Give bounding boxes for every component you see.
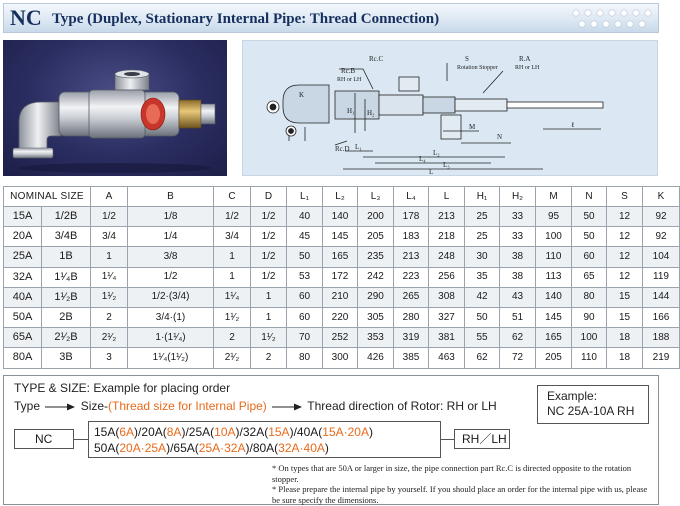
- label-ra: R.A: [519, 55, 531, 63]
- table-cell-l2: 165: [323, 247, 358, 267]
- table-cell-a: 1/2: [91, 207, 128, 227]
- table-cell-m: 95: [536, 207, 572, 227]
- col-m: M: [536, 187, 572, 207]
- table-cell-s: 12: [607, 247, 643, 267]
- label-rcb: Rc.B: [341, 67, 356, 75]
- col-d: D: [251, 187, 287, 207]
- label-ra-sub: RH or LH: [515, 65, 540, 71]
- separator: /: [170, 441, 174, 455]
- decorative-dots-icon: [568, 8, 652, 30]
- table-cell-a1: 15A: [4, 207, 42, 227]
- table-body: [4, 207, 680, 369]
- table-cell-b: 1·(1¹⁄₄): [128, 328, 214, 348]
- table-cell-m: 145: [536, 307, 572, 327]
- dimension-table: [3, 186, 680, 369]
- table-cell-l: 308: [429, 287, 465, 307]
- table-cell-a2: 3B: [42, 348, 91, 368]
- table-cell-l2: 172: [323, 267, 358, 287]
- table-cell-l3: 426: [358, 348, 394, 368]
- table-cell-l1: 70: [287, 328, 323, 348]
- size-option: 25A: [188, 425, 211, 439]
- table-cell-l3: 290: [358, 287, 394, 307]
- table-cell-a2: 1¹⁄₂B: [42, 287, 91, 307]
- example-title: Example:: [547, 389, 598, 403]
- table-cell-c: 2¹⁄₂: [214, 348, 251, 368]
- type-label: Type: [14, 399, 41, 413]
- table-row: [4, 227, 680, 247]
- label-rcc: Rc.C: [369, 55, 384, 63]
- table-row: [4, 207, 680, 227]
- table-cell-s: 12: [607, 207, 643, 227]
- paren-open: (: [274, 441, 279, 455]
- table-cell-a: 1¹⁄₄: [91, 267, 128, 287]
- table-cell-s: 12: [607, 227, 643, 247]
- table-cell-d: 1/2: [251, 207, 287, 227]
- col-l4: L₄: [394, 187, 429, 207]
- table-cell-a1: 32A: [4, 267, 42, 287]
- page-title: Type (Duplex, Stationary Internal Pipe: Thread Connection): [52, 11, 440, 27]
- col-nominal-size: NOMINAL SIZE: [4, 187, 91, 207]
- table-cell-m: 140: [536, 287, 572, 307]
- table-cell-b: 3/4·(1): [128, 307, 214, 327]
- table-cell-a: 1: [91, 247, 128, 267]
- inner-pipe-size: 15A·20A: [322, 425, 369, 439]
- connector-line: [74, 439, 88, 440]
- table-cell-h1: 25: [465, 207, 500, 227]
- col-a: A: [91, 187, 128, 207]
- label-s: S: [465, 55, 469, 63]
- table-cell-a: 2: [91, 307, 128, 327]
- table-cell-l4: 223: [394, 267, 429, 287]
- inner-pipe-size: 15A: [268, 425, 290, 439]
- table-cell-d: 1: [251, 287, 287, 307]
- col-l: L: [429, 187, 465, 207]
- label-m: M: [469, 123, 476, 131]
- table-row: [4, 328, 680, 348]
- table-cell-l2: 145: [323, 227, 358, 247]
- table-cell-h1: 25: [465, 227, 500, 247]
- table-cell-l1: 60: [287, 307, 323, 327]
- table-cell-h1: 35: [465, 267, 500, 287]
- label-l2: L₂: [433, 149, 440, 157]
- table-cell-b: 1/2·(3/4): [128, 287, 214, 307]
- table-cell-d: 1/2: [251, 267, 287, 287]
- table-header-row: [4, 187, 680, 207]
- table-cell-k: 144: [643, 287, 680, 307]
- table-cell-b: 1/4: [128, 227, 214, 247]
- table-cell-l2: 140: [323, 207, 358, 227]
- paren-close: ): [368, 425, 373, 439]
- table-cell-k: 188: [643, 328, 680, 348]
- table-cell-l: 327: [429, 307, 465, 327]
- size-option: 32A: [242, 425, 265, 439]
- table-cell-h2: 38: [500, 267, 536, 287]
- paren-open: (: [264, 425, 269, 439]
- table-cell-k: 219: [643, 348, 680, 368]
- footnote-1: * On types that are 50A or larger in size, the pipe connection part Rc.C is directed opposite to the rotation stopper.: [272, 463, 632, 484]
- table-cell-a2: 2¹⁄₂B: [42, 328, 91, 348]
- table-cell-h1: 42: [465, 287, 500, 307]
- table-cell-m: 100: [536, 227, 572, 247]
- table-cell-l: 248: [429, 247, 465, 267]
- rotation-direction-box: RH／LH: [454, 429, 510, 449]
- paren-open: (: [318, 425, 323, 439]
- table-cell-h1: 30: [465, 247, 500, 267]
- ordering-info-box: [3, 375, 659, 505]
- col-c: C: [214, 187, 251, 207]
- title-banner: [3, 3, 659, 33]
- table-cell-l3: 205: [358, 227, 394, 247]
- table-cell-l1: 53: [287, 267, 323, 287]
- label-l: L: [429, 168, 434, 176]
- table-cell-a1: 80A: [4, 348, 42, 368]
- table-cell-l2: 252: [323, 328, 358, 348]
- table-cell-l3: 305: [358, 307, 394, 327]
- paren-open: (: [210, 425, 215, 439]
- table-cell-l4: 280: [394, 307, 429, 327]
- size-option: 40A: [296, 425, 319, 439]
- separator: /: [138, 425, 142, 439]
- paren-close: ): [324, 441, 329, 455]
- table-cell-a: 3/4: [91, 227, 128, 247]
- table-row: [4, 307, 680, 327]
- table-cell-l1: 40: [287, 207, 323, 227]
- ordering-format-line: [14, 399, 497, 413]
- inner-pipe-size: 32A·40A: [278, 441, 325, 455]
- table-cell-n: 50: [572, 227, 607, 247]
- table-cell-l2: 220: [323, 307, 358, 327]
- table-cell-l4: 319: [394, 328, 429, 348]
- separator: /: [185, 425, 189, 439]
- table-cell-b: 1/8: [128, 207, 214, 227]
- arrow-right-icon: [272, 403, 302, 411]
- table-cell-a: 1¹⁄₂: [91, 287, 128, 307]
- table-cell-l1: 80: [287, 348, 323, 368]
- table-cell-l: 218: [429, 227, 465, 247]
- paren-close: ): [181, 425, 186, 439]
- label-l-extra: ℓ: [571, 121, 575, 129]
- table-cell-a: 2¹⁄₂: [91, 328, 128, 348]
- table-cell-n: 65: [572, 267, 607, 287]
- label-k: K: [299, 91, 305, 99]
- table-row: [4, 247, 680, 267]
- cross-section-diagram: [243, 41, 659, 177]
- table-cell-a2: 3/4B: [42, 227, 91, 247]
- table-cell-c: 1¹⁄₂: [214, 307, 251, 327]
- table-cell-h2: 51: [500, 307, 536, 327]
- table-row: [4, 348, 680, 368]
- table-cell-a2: 1¹⁄₄B: [42, 267, 91, 287]
- type-code-box: NC: [14, 429, 74, 449]
- col-l2: L₂: [323, 187, 358, 207]
- table-cell-n: 90: [572, 307, 607, 327]
- table-cell-c: 3/4: [214, 227, 251, 247]
- table-cell-d: 2: [251, 348, 287, 368]
- table-cell-a1: 50A: [4, 307, 42, 327]
- table-cell-h2: 62: [500, 328, 536, 348]
- size-option: 80A: [252, 441, 275, 455]
- col-l3: L₃: [358, 187, 394, 207]
- table-cell-n: 80: [572, 287, 607, 307]
- col-n: N: [572, 187, 607, 207]
- table-cell-l3: 242: [358, 267, 394, 287]
- separator: /: [249, 441, 253, 455]
- paren-open: (: [115, 425, 120, 439]
- rotor-label: Thread direction of Rotor: RH or LH: [307, 399, 497, 413]
- table-cell-m: 165: [536, 328, 572, 348]
- table-cell-s: 18: [607, 328, 643, 348]
- connector-line: [441, 439, 454, 440]
- product-photo: [3, 40, 227, 176]
- table-cell-n: 60: [572, 247, 607, 267]
- table-cell-s: 15: [607, 307, 643, 327]
- table-cell-m: 113: [536, 267, 572, 287]
- table-cell-l3: 200: [358, 207, 394, 227]
- label-l3: L₃: [443, 161, 450, 169]
- table-cell-d: 1/2: [251, 227, 287, 247]
- table-cell-l2: 300: [323, 348, 358, 368]
- table-cell-l2: 210: [323, 287, 358, 307]
- col-s: S: [607, 187, 643, 207]
- table-cell-d: 1¹⁄₂: [251, 328, 287, 348]
- table-cell-b: 1/2: [128, 267, 214, 287]
- table-cell-h2: 43: [500, 287, 536, 307]
- size-option: 65A: [173, 441, 195, 455]
- table-cell-l1: 50: [287, 247, 323, 267]
- label-rcd: Rc.D: [335, 145, 350, 153]
- paren-open: (: [162, 425, 167, 439]
- size-label: Size-: [80, 399, 109, 413]
- arrow-right-icon: [45, 403, 75, 411]
- example-box: [537, 385, 649, 424]
- paren-close: ): [235, 425, 240, 439]
- table-cell-n: 50: [572, 207, 607, 227]
- size-note: (Thread size for Internal Pipe): [108, 399, 267, 413]
- table-cell-d: 1/2: [251, 247, 287, 267]
- table-cell-a2: 1/2B: [42, 207, 91, 227]
- col-b: B: [128, 187, 214, 207]
- size-options-box: [88, 421, 441, 458]
- label-n: N: [497, 133, 503, 141]
- inner-pipe-size: 6A: [119, 425, 135, 439]
- table-cell-c: 1: [214, 247, 251, 267]
- table-cell-h2: 33: [500, 227, 536, 247]
- separator: /: [293, 425, 297, 439]
- table-cell-b: 3/8: [128, 247, 214, 267]
- table-cell-s: 12: [607, 267, 643, 287]
- table-row: [4, 267, 680, 287]
- table-cell-h1: 50: [465, 307, 500, 327]
- label-h1: H₁: [347, 107, 355, 115]
- paren-close: ): [166, 441, 171, 455]
- size-option: 50A: [94, 441, 116, 455]
- table-cell-l4: 183: [394, 227, 429, 247]
- footnote-2: * Please prepare the internal pipe by yourself. If you should place an order for the internal pipe with us, please be sure specify the dimensions.: [272, 484, 648, 505]
- paren-open: (: [115, 441, 120, 455]
- table-cell-l: 256: [429, 267, 465, 287]
- separator: /: [239, 425, 243, 439]
- table-cell-l4: 178: [394, 207, 429, 227]
- table-cell-l: 213: [429, 207, 465, 227]
- paren-close: ): [134, 425, 139, 439]
- table-cell-l4: 213: [394, 247, 429, 267]
- table-cell-k: 119: [643, 267, 680, 287]
- table-cell-a2: 1B: [42, 247, 91, 267]
- table-cell-k: 104: [643, 247, 680, 267]
- table-cell-a: 3: [91, 348, 128, 368]
- inner-pipe-size: 20A·25A: [119, 441, 167, 455]
- table-cell-h1: 55: [465, 328, 500, 348]
- inner-pipe-size: 10A: [214, 425, 236, 439]
- table-cell-l4: 265: [394, 287, 429, 307]
- table-cell-h2: 38: [500, 247, 536, 267]
- table-cell-l1: 60: [287, 287, 323, 307]
- table-cell-a1: 25A: [4, 247, 42, 267]
- inner-pipe-size: 25A·32A: [198, 441, 246, 455]
- col-h2: H₂: [500, 187, 536, 207]
- table-cell-a1: 20A: [4, 227, 42, 247]
- table-cell-h2: 33: [500, 207, 536, 227]
- table-cell-c: 1/2: [214, 207, 251, 227]
- table-cell-a1: 65A: [4, 328, 42, 348]
- label-rcb-sub: RH or LH: [337, 77, 362, 83]
- example-value: NC 25A-10A RH: [547, 404, 635, 418]
- table-cell-d: 1: [251, 307, 287, 327]
- table-cell-l1: 45: [287, 227, 323, 247]
- table-cell-s: 15: [607, 287, 643, 307]
- table-cell-a2: 2B: [42, 307, 91, 327]
- table-cell-k: 92: [643, 227, 680, 247]
- footnotes: [272, 463, 652, 505]
- rotary-joint-photo-icon: [3, 40, 227, 176]
- table-row: [4, 287, 680, 307]
- table-cell-a1: 40A: [4, 287, 42, 307]
- label-h2: H₂: [367, 109, 375, 117]
- table-cell-h2: 72: [500, 348, 536, 368]
- table-cell-l: 463: [429, 348, 465, 368]
- col-l1: L₁: [287, 187, 323, 207]
- table-cell-k: 92: [643, 207, 680, 227]
- table-cell-k: 166: [643, 307, 680, 327]
- dimension-drawing: [242, 40, 658, 176]
- size-options-line-1: [94, 424, 440, 440]
- label-l1: L₁: [355, 143, 362, 151]
- size-options-line-2: [94, 440, 440, 456]
- ordering-heading: TYPE & SIZE: Example for placing order: [14, 381, 231, 395]
- label-rotation-stopper: Rotation Stopper: [457, 65, 498, 71]
- paren-close: ): [245, 441, 250, 455]
- paren-open: (: [194, 441, 199, 455]
- label-l4: L₄: [419, 155, 426, 163]
- table-cell-c: 2: [214, 328, 251, 348]
- table-cell-m: 205: [536, 348, 572, 368]
- size-option: 15A: [94, 425, 116, 439]
- table-cell-l: 381: [429, 328, 465, 348]
- paren-close: ): [289, 425, 294, 439]
- table-cell-m: 110: [536, 247, 572, 267]
- col-k: K: [643, 187, 680, 207]
- table-cell-n: 100: [572, 328, 607, 348]
- table-cell-l3: 353: [358, 328, 394, 348]
- col-h1: H₁: [465, 187, 500, 207]
- table-cell-l4: 385: [394, 348, 429, 368]
- table-cell-c: 1¹⁄₄: [214, 287, 251, 307]
- table-cell-n: 110: [572, 348, 607, 368]
- inner-pipe-size: 8A: [166, 425, 182, 439]
- table-cell-s: 18: [607, 348, 643, 368]
- size-option: 20A: [141, 425, 163, 439]
- table-cell-c: 1: [214, 267, 251, 287]
- table-cell-h1: 62: [465, 348, 500, 368]
- type-code: NC: [10, 5, 42, 30]
- table-cell-b: 1¹⁄₄(1¹⁄₂): [128, 348, 214, 368]
- table-cell-l3: 235: [358, 247, 394, 267]
